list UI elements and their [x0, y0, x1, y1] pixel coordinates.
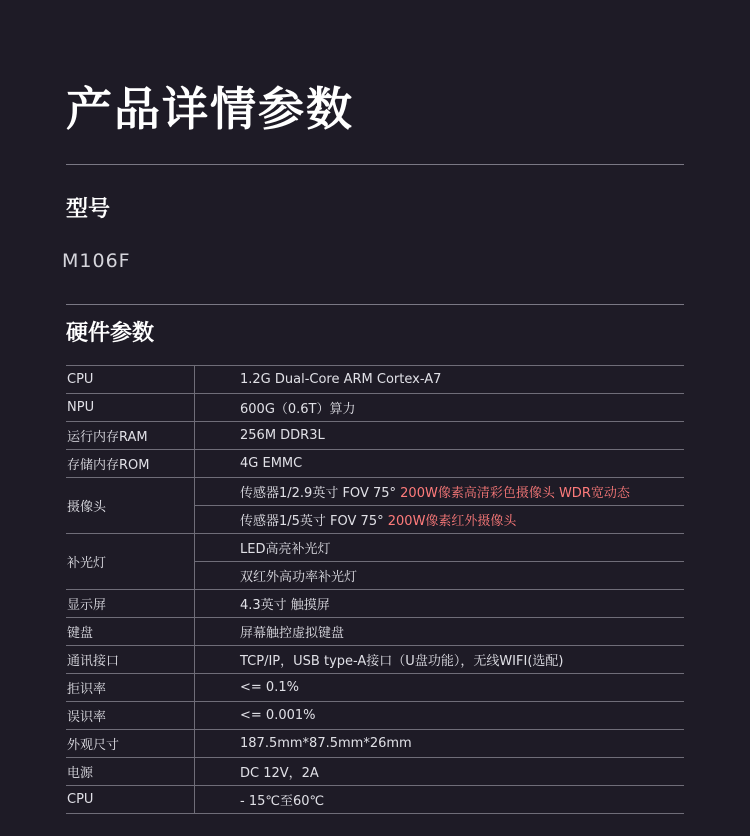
spec-value-fill-light-1: LED高亮补光灯	[195, 534, 685, 562]
table-row-rejection-rate	[66, 674, 684, 702]
spec-label: 拒识率	[66, 674, 195, 702]
spec-label: 通讯接口	[66, 646, 195, 674]
table-row-npu	[66, 394, 684, 422]
hardware-heading: 硬件参数	[66, 321, 155, 346]
spec-label: CPU	[66, 366, 195, 394]
spec-value-fill-light-2: 双红外高功率补光灯	[195, 562, 685, 590]
table-row-keyboard	[66, 618, 684, 646]
table-row-camera	[66, 478, 684, 506]
spec-label: 外观尺寸	[66, 730, 195, 758]
spec-value: 4G EMMC	[195, 450, 685, 478]
spec-value: - 15℃至60℃	[195, 786, 685, 814]
spec-value: 187.5mm*87.5mm*26mm	[195, 730, 685, 758]
camera-highlight-1: 200W像素高清彩色摄像头 WDR宽动态	[400, 486, 630, 501]
spec-label: 补光灯	[66, 534, 195, 590]
model-divider	[66, 304, 684, 305]
title-divider	[66, 164, 684, 165]
camera-sensor-2: 传感器1/5英寸 FOV 75°	[240, 514, 384, 529]
spec-value: DC 12V，2A	[195, 758, 685, 786]
spec-label: 显示屏	[66, 590, 195, 618]
spec-value-camera-2	[195, 506, 685, 534]
spec-label: CPU	[66, 786, 195, 814]
table-row-dimensions	[66, 730, 684, 758]
table-row-interface	[66, 646, 684, 674]
spec-label: 电源	[66, 758, 195, 786]
spec-value: 4.3英寸 触摸屏	[195, 590, 685, 618]
spec-value-camera-1	[195, 478, 685, 506]
model-value: M106F	[62, 250, 131, 272]
camera-sensor-1: 传感器1/2.9英寸 FOV 75°	[240, 486, 397, 501]
spec-label: 误识率	[66, 702, 195, 730]
camera-highlight-2: 200W像素红外摄像头	[387, 514, 517, 529]
table-row-ram	[66, 422, 684, 450]
spec-label: 摄像头	[66, 478, 195, 534]
table-row-cpu-temp	[66, 786, 684, 814]
spec-value: 600G（0.6T）算力	[195, 394, 685, 422]
table-row-display	[66, 590, 684, 618]
spec-label: NPU	[66, 394, 195, 422]
spec-label: 运行内存RAM	[66, 422, 195, 450]
table-row-cpu	[66, 366, 684, 394]
hardware-spec-table	[66, 365, 684, 814]
spec-label: 键盘	[66, 618, 195, 646]
table-row-false-rate	[66, 702, 684, 730]
spec-value: <= 0.1%	[195, 674, 685, 702]
spec-label: 存储内存ROM	[66, 450, 195, 478]
spec-value: 256M DDR3L	[195, 422, 685, 450]
spec-value: <= 0.001%	[195, 702, 685, 730]
page-title: 产品详情参数	[66, 82, 354, 136]
spec-value: TCP/IP，USB type-A接口（U盘功能），无线WIFI(选配)	[195, 646, 685, 674]
table-row-power	[66, 758, 684, 786]
spec-value: 1.2G Dual-Core ARM Cortex-A7	[195, 366, 685, 394]
table-row-rom	[66, 450, 684, 478]
table-row-fill-light	[66, 534, 684, 562]
model-heading: 型号	[66, 197, 111, 222]
spec-value: 屏幕触控虚拟键盘	[195, 618, 685, 646]
